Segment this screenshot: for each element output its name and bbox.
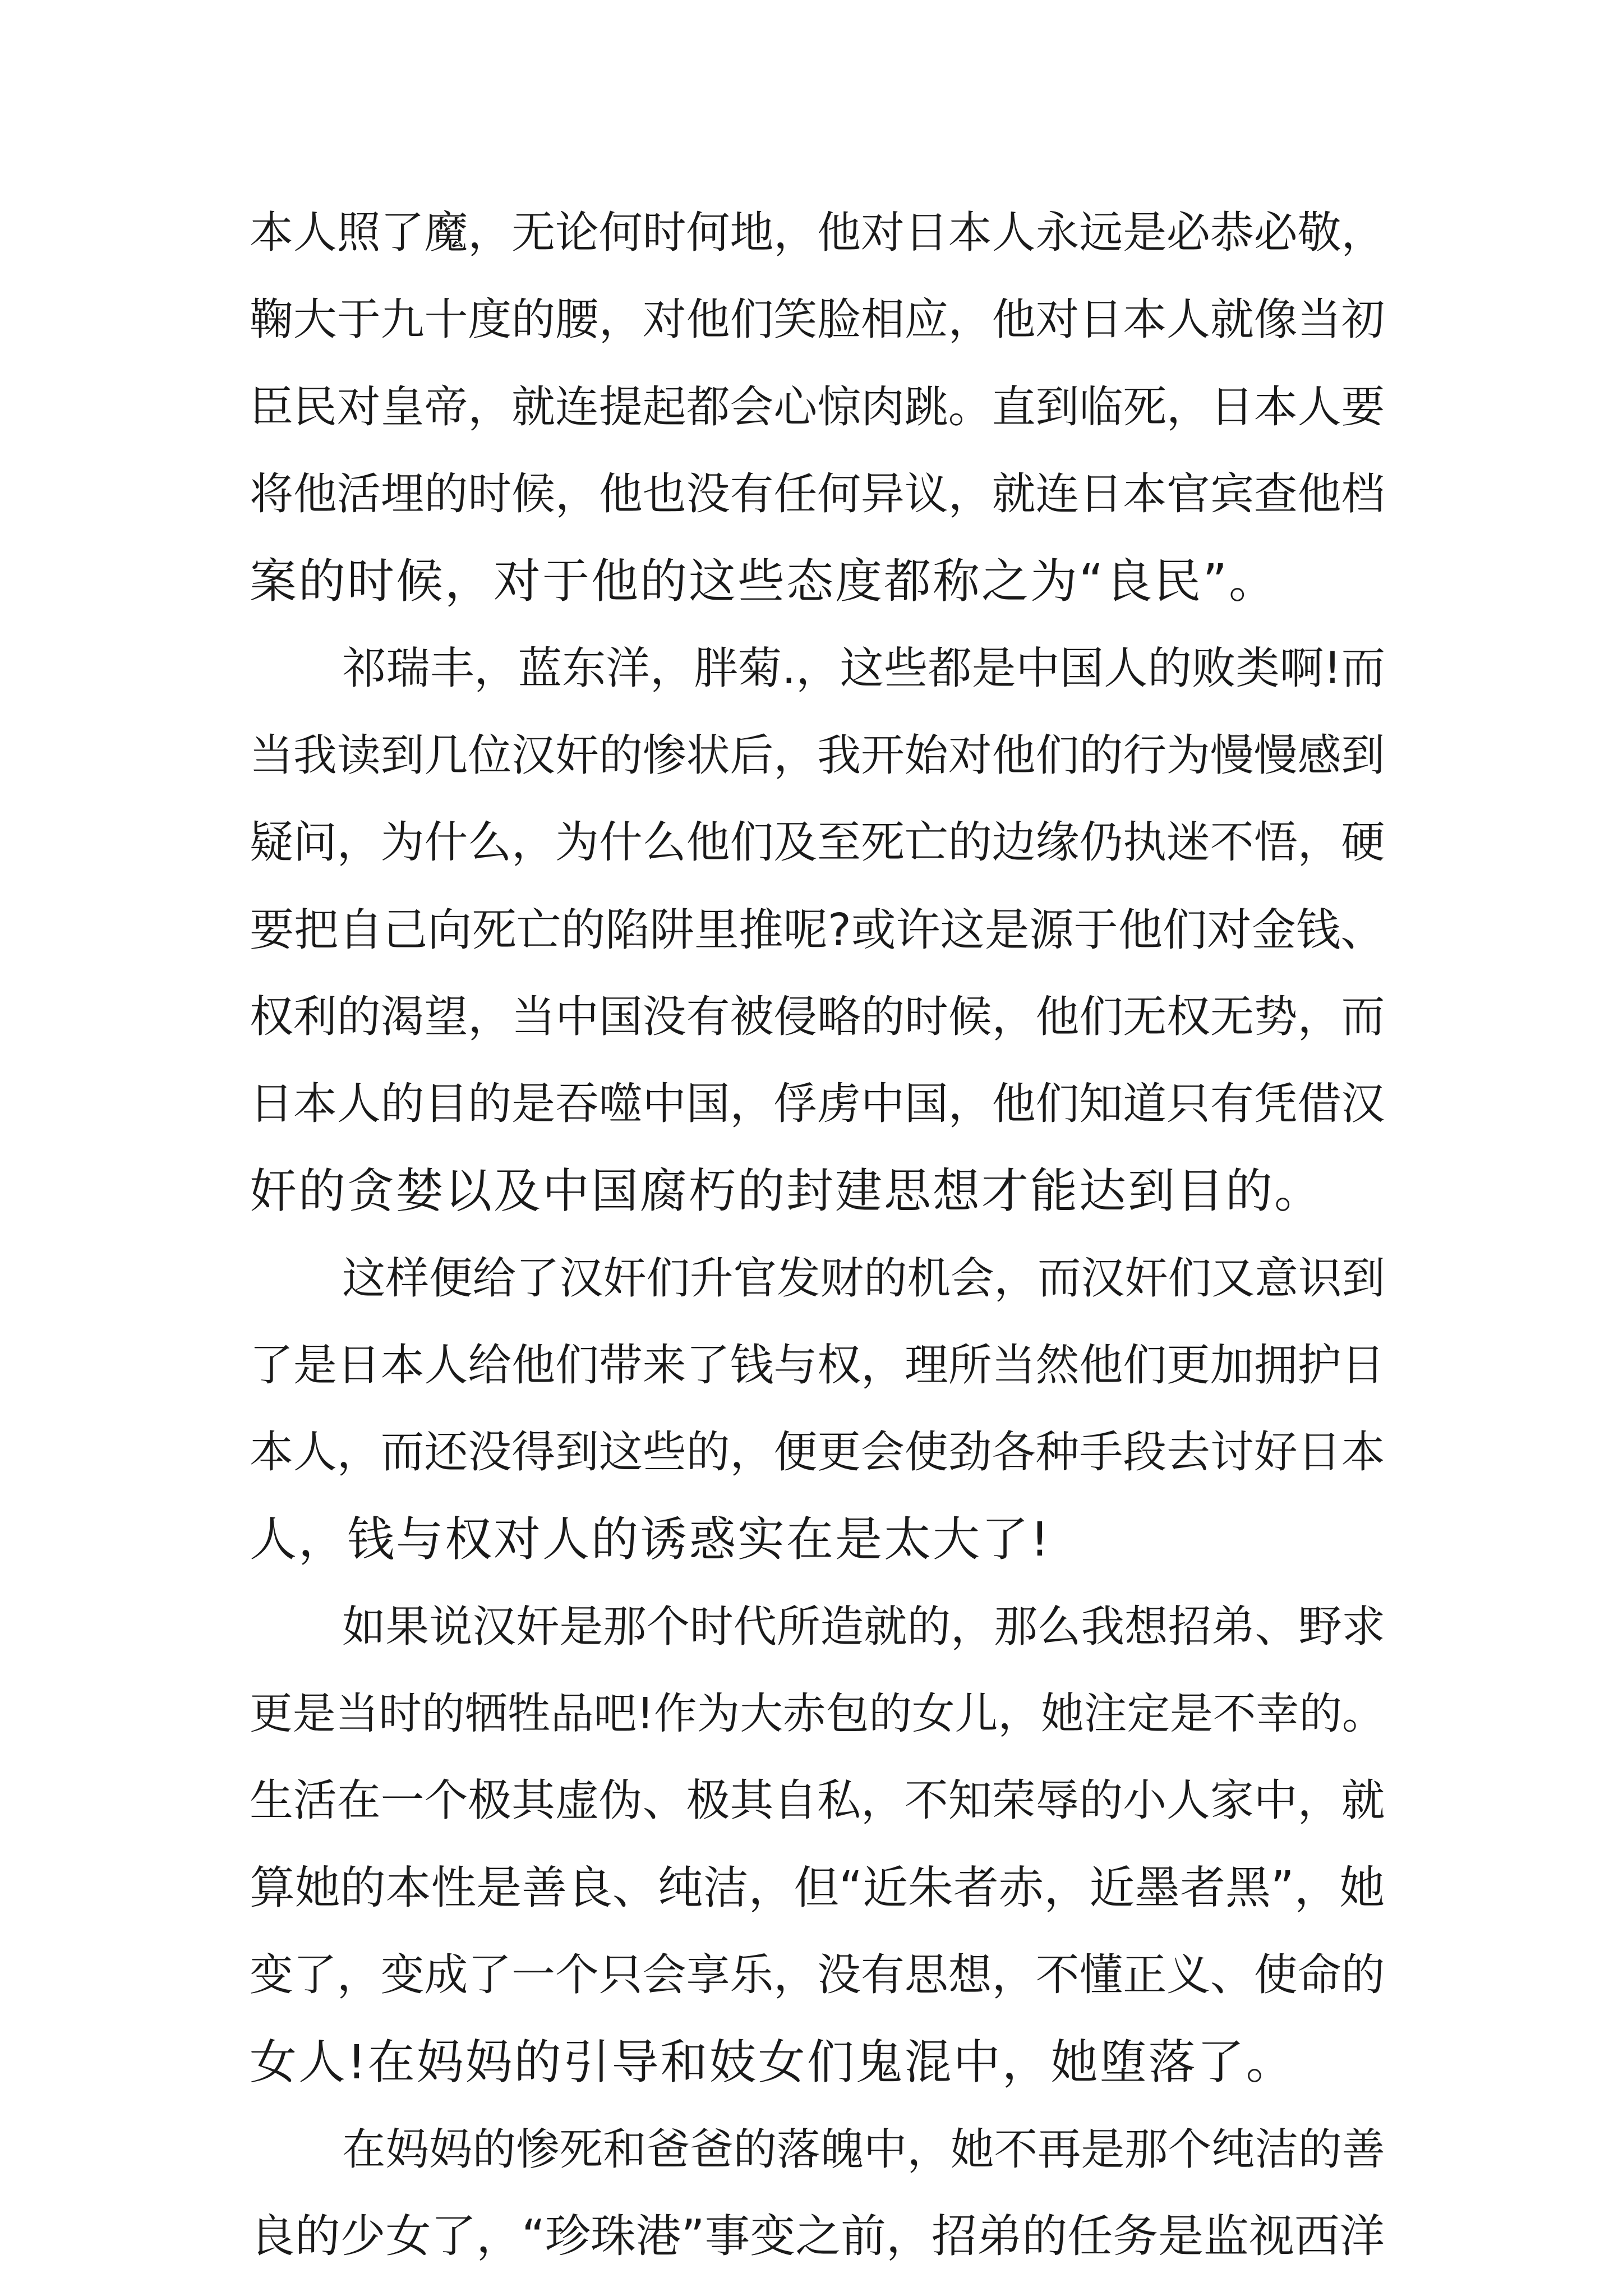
text-line: 更是当时的牺牲品吧!作为大赤包的女儿，她注定是不幸的。 [250,1689,1385,1740]
text-line: 要把自己向死亡的陷阱里推呢?或许这是源于他们对金钱、 [250,904,1385,956]
text-line: 当我读到几位汉奸的惨状后，我开始对他们的行为慢慢感到 [250,730,1385,781]
text-line: 人，钱与权对人的诱惑实在是太大了! [250,1512,1051,1567]
text-line: 疑问，为什么，为什么他们及至死亡的边缘仍执迷不悟，硬 [250,817,1385,868]
text-line: 本人，而还没得到这些的，便更会使劲各种手段去讨好日本 [250,1427,1385,1478]
text-line: 良的少女了，“珍珠港”事变之前，招弟的任务是监视西洋 [250,2210,1385,2263]
text-line: 生活在一个极其虚伪、极其自私，不知荣辱的小人家中，就 [250,1775,1385,1826]
text-line: 臣民对皇帝，就连提起都会心惊肉跳。直到临死，日本人要 [250,381,1385,432]
text-line: 算她的本性是善良、纯洁，但“近朱者赤，近墨者黑”，她 [250,1861,1385,1915]
text-line: 了是日本人给他们带来了钱与权，理所当然他们更加拥护日 [250,1340,1385,1391]
text-line: 如果说汉奸是那个时代所造就的，那么我想招弟、野求 [342,1601,1386,1652]
text-line: 这样便给了汉奸们升官发财的机会，而汉奸们又意识到 [342,1253,1386,1304]
text-line: 将他活埋的时候，他也没有任何异议，就连日本官宾查他档 [250,468,1385,519]
text-line: 奸的贪婪以及中国腐朽的封建思想才能达到目的。 [250,1163,1324,1219]
text-line: 案的时候，对于他的这些态度都称之为“良民”。 [250,554,1278,609]
body-text [250,190,1385,2280]
text-line: 在妈妈的惨死和爸爸的落魄中，她不再是那个纯洁的善 [342,2124,1386,2175]
text-line: 祁瑞丰，蓝东洋，胖菊.，这些都是中国人的败类啊!而 [342,643,1386,694]
text-line: 女人!在妈妈的引导和妓女们鬼混中，她堕落了。 [250,2035,1295,2090]
text-line: 鞠大于九十度的腰，对他们笑脸相应，他对日本人就像当初 [250,295,1385,346]
text-line: 权利的渴望，当中国没有被侵略的时候，他们无权无势，而 [250,991,1385,1042]
text-line: 日本人的目的是吞噬中国，俘虏中国，他们知道只有凭借汉 [250,1078,1385,1129]
text-line: 本人照了魔，无论何时何地，他对日本人永远是必恭必敬， [250,208,1385,258]
text-line: 变了，变成了一个只会享乐，没有思想，不懂正义、使命的 [250,1949,1385,2000]
